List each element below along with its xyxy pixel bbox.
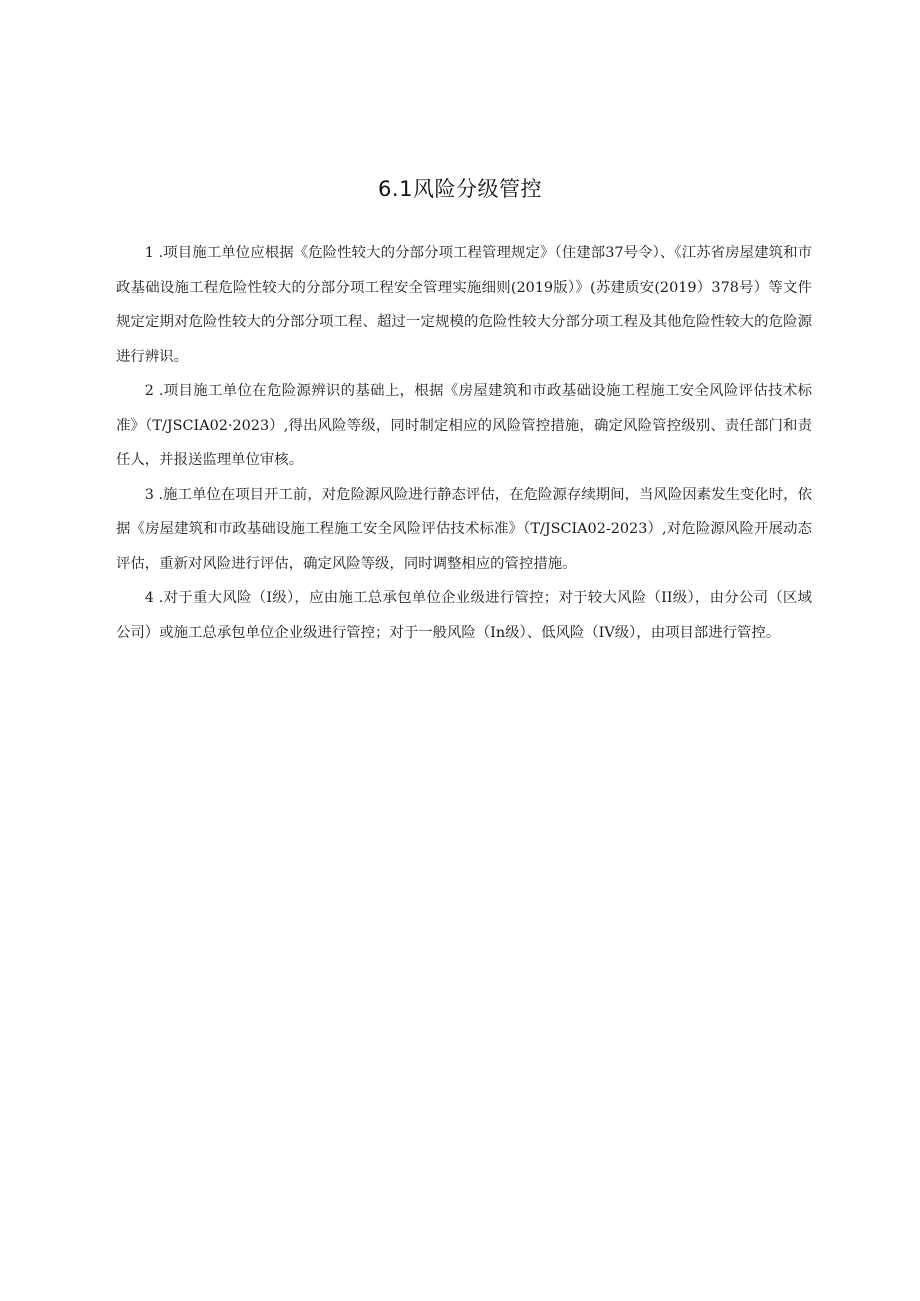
paragraph-4: 4 .对于重大风险（I级），应由施工总承包单位企业级进行管控；对于较大风险（II级），由分公司（区域公司）或施工总承包单位企业级进行管控；对于一般风险（In级）、低风险（IV级），由项目部进行管控。 bbox=[116, 590, 812, 641]
document-body bbox=[116, 236, 812, 650]
paragraph-2: 2 .项目施工单位在危险源辨识的基础上，根据《房屋建筑和市政基础设施工程施工安全风险评估技术标准》（T/JSCIA02·2023）,得出风险等级，同时制定相应的风险管控措施，确定风险管控级别、责任部门和责任人，并报送监理单位审核。 bbox=[116, 383, 812, 468]
section-title: 6.1风险分级管控 bbox=[378, 177, 542, 201]
paragraph-3: 3 .施工单位在项目开工前，对危险源风险进行静态评估，在危险源存续期间，当风险因素发生变化时，依据《房屋建筑和市政基础设施工程施工安全风险评估技术标准》（T/JSCIA02-2023）,对危险源风险开展动态评估，重新对风险进行评估，确定风险等级，同时调整相应的管控措施。 bbox=[116, 486, 812, 572]
paragraph-1: 1 .项目施工单位应根据《危险性较大的分部分项工程管理规定》（住建部37号令）、《江苏省房屋建筑和市政基础设施工程危险性较大的分部分项工程安全管理实施细则(2019版）》(苏建质安(2019）378号）等文件规定定期对危险性较大的分部分项工程、超过一定规模的危险性较大分部分项工程及其他危险性较大的危险源进行辨识。 bbox=[116, 245, 812, 365]
